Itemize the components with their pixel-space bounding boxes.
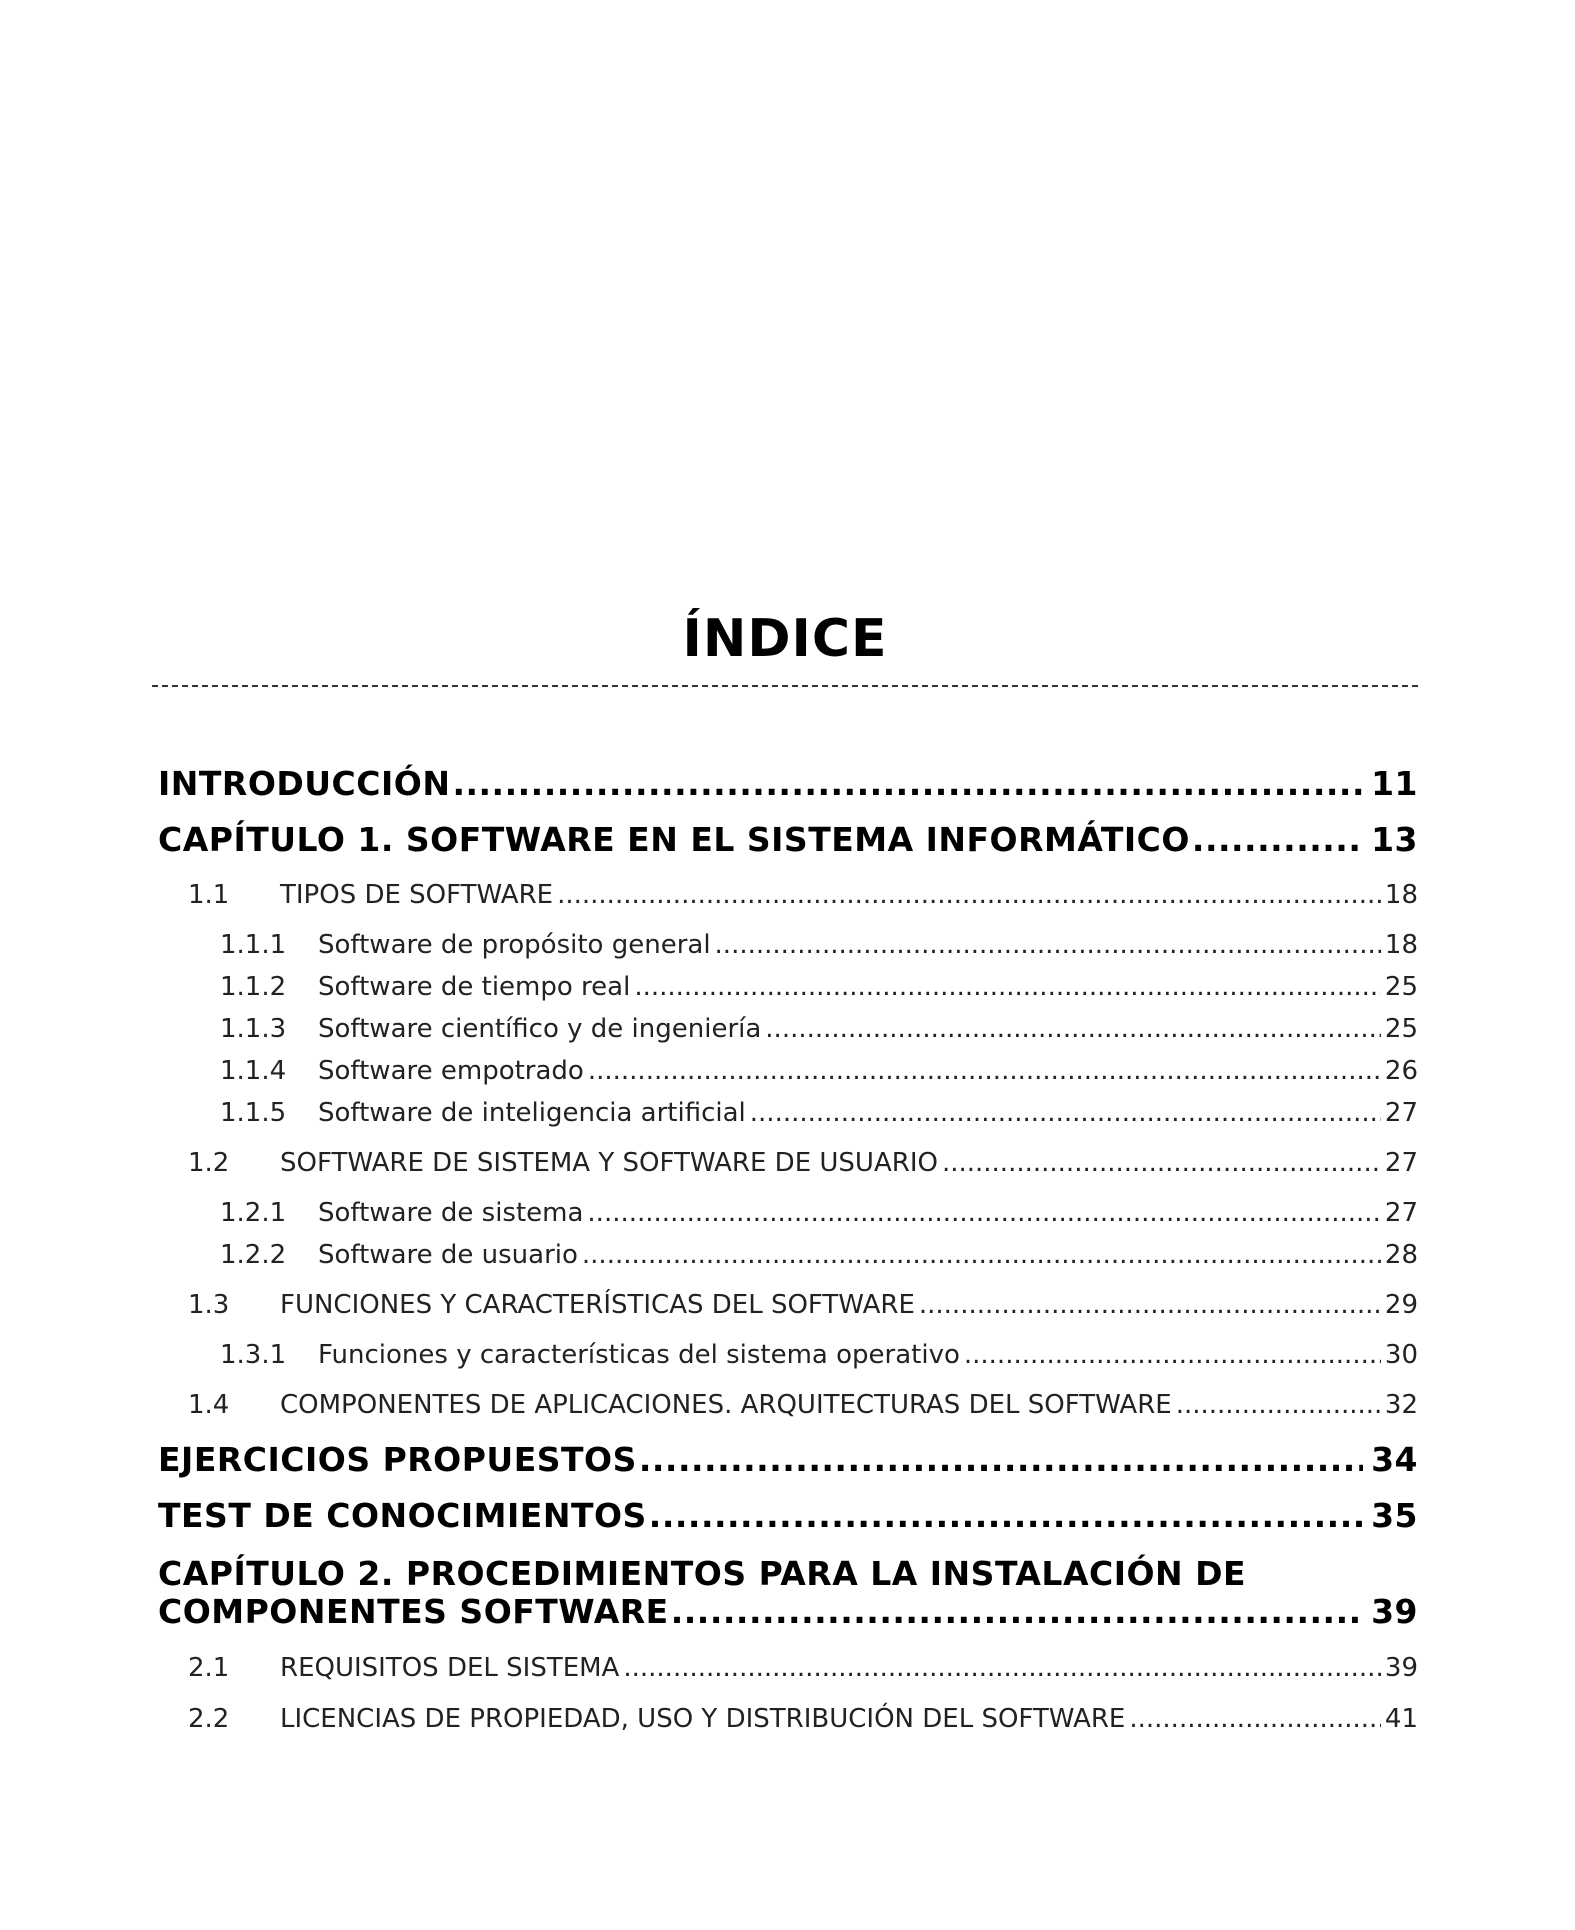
toc-entry-page: 11 — [1371, 764, 1418, 803]
dot-leader — [582, 1238, 1381, 1272]
dot-leader — [452, 762, 1363, 806]
toc-entry-number: 1.3.1 — [220, 1340, 287, 1370]
toc-entry-number: 2.1 — [188, 1653, 230, 1683]
toc-entry-page: 26 — [1384, 1056, 1418, 1086]
toc-entry-section-1-4[interactable] — [188, 1388, 1418, 1422]
dot-leader — [649, 1494, 1363, 1538]
toc-entry-section-2-2[interactable] — [188, 1702, 1418, 1736]
toc-entry-page: 39 — [1384, 1653, 1418, 1683]
toc-entry-subsection-1-3-1[interactable] — [220, 1338, 1418, 1372]
toc-entry-label: COMPONENTES SOFTWARE — [158, 1592, 669, 1631]
toc-entry-number: 1.1.1 — [220, 930, 287, 960]
toc-entry-page: 29 — [1384, 1290, 1418, 1320]
toc-entry-page: 27 — [1384, 1098, 1418, 1128]
toc-entry-page: 25 — [1384, 1014, 1418, 1044]
toc-entry-page: 18 — [1384, 930, 1418, 960]
page-title: ÍNDICE — [682, 609, 888, 669]
dot-leader — [557, 878, 1381, 912]
toc-entry-subsection-1-1-1[interactable] — [220, 928, 1418, 962]
toc-entry-number: 1.1.5 — [220, 1098, 287, 1128]
toc-entry-page: 35 — [1371, 1496, 1418, 1535]
dot-leader — [1129, 1702, 1381, 1736]
toc-entry-label: CAPÍTULO 1. SOFTWARE EN EL SISTEMA INFORMÁTICO — [158, 820, 1190, 859]
toc-entry-section-1-1[interactable] — [188, 878, 1418, 912]
toc-entry-section-2-1[interactable] — [188, 1651, 1418, 1685]
toc-entry-number: 1.3 — [188, 1290, 230, 1320]
toc-entry-introduccion[interactable] — [158, 762, 1418, 806]
toc-entry-page: 13 — [1371, 820, 1418, 859]
dot-leader — [765, 1012, 1381, 1046]
toc-entry-number: 1.1.3 — [220, 1014, 287, 1044]
dot-leader — [1192, 818, 1363, 862]
dot-leader — [588, 1054, 1381, 1088]
toc-entry-label: LICENCIAS DE PROPIEDAD, USO Y DISTRIBUCIÓN DEL SOFTWARE — [280, 1704, 1126, 1734]
toc-entry-label: Funciones y características del sistema operativo — [318, 1340, 960, 1370]
toc-entry-number: 1.2.2 — [220, 1240, 287, 1270]
toc-entry-label: REQUISITOS DEL SISTEMA — [280, 1653, 620, 1683]
toc-entry-number: 1.1 — [188, 880, 230, 910]
toc-entry-number: 2.2 — [188, 1704, 230, 1734]
toc-entry-subsection-1-2-1[interactable] — [220, 1196, 1418, 1230]
toc-entry-chapter-2-line-1[interactable]: CAPÍTULO 2. PROCEDIMIENTOS PARA LA INSTALACIÓN DE — [158, 1554, 1247, 1593]
toc-entry-label: Software científico y de ingeniería — [318, 1014, 762, 1044]
dot-leader — [964, 1338, 1381, 1372]
toc-entry-section-1-2[interactable] — [188, 1146, 1418, 1180]
toc-entry-chapter-1[interactable] — [158, 818, 1418, 862]
toc-entry-label: Software de tiempo real — [318, 972, 631, 1002]
toc-entry-page: 41 — [1384, 1704, 1418, 1734]
toc-entry-label: Software empotrado — [318, 1056, 584, 1086]
dot-leader — [750, 1096, 1381, 1130]
dot-leader — [634, 970, 1381, 1004]
toc-entry-label: FUNCIONES Y CARACTERÍSTICAS DEL SOFTWARE — [280, 1290, 915, 1320]
toc-entry-page: 27 — [1384, 1148, 1418, 1178]
toc-entry-subsection-1-1-4[interactable] — [220, 1054, 1418, 1088]
toc-entry-ejercicios[interactable] — [158, 1438, 1418, 1482]
toc-entry-number: 1.1.2 — [220, 972, 287, 1002]
toc-entry-subsection-1-2-2[interactable] — [220, 1238, 1418, 1272]
toc-entry-number: 1.2.1 — [220, 1198, 287, 1228]
toc-entry-test[interactable] — [158, 1494, 1418, 1538]
toc-entry-label: TEST DE CONOCIMIENTOS — [158, 1496, 647, 1535]
toc-entry-section-1-3[interactable] — [188, 1288, 1418, 1322]
toc-entry-subsection-1-1-5[interactable] — [220, 1096, 1418, 1130]
toc-entry-label: Software de usuario — [318, 1240, 578, 1270]
toc-entry-number: 1.4 — [188, 1390, 230, 1420]
toc-entry-page: 34 — [1371, 1440, 1418, 1479]
toc-entry-page: 28 — [1384, 1240, 1418, 1270]
toc-entry-label: SOFTWARE DE SISTEMA Y SOFTWARE DE USUARIO — [280, 1148, 938, 1178]
toc-entry-number: 1.1.4 — [220, 1056, 287, 1086]
toc-entry-page: 18 — [1384, 880, 1418, 910]
toc-entry-label: INTRODUCCIÓN — [158, 764, 451, 803]
toc-entry-label: Software de inteligencia artificial — [318, 1098, 746, 1128]
dot-leader — [715, 928, 1381, 962]
dot-leader — [942, 1146, 1381, 1180]
toc-entry-label: COMPONENTES DE APLICACIONES. ARQUITECTURAS DEL SOFTWARE — [280, 1390, 1172, 1420]
toc-entry-chapter-2[interactable] — [158, 1590, 1418, 1634]
dot-leader — [919, 1288, 1381, 1322]
toc-entry-subsection-1-1-2[interactable] — [220, 970, 1418, 1004]
dot-leader — [587, 1196, 1380, 1230]
toc-entry-label: Software de sistema — [318, 1198, 584, 1228]
dot-leader — [639, 1438, 1363, 1482]
dot-leader — [623, 1651, 1381, 1685]
toc-entry-label: TIPOS DE SOFTWARE — [280, 880, 554, 910]
toc-entry-page: 32 — [1384, 1390, 1418, 1420]
toc-entry-page: 27 — [1384, 1198, 1418, 1228]
dot-leader — [1176, 1388, 1381, 1422]
toc-entry-page: 39 — [1371, 1592, 1418, 1631]
toc-entry-number: 1.2 — [188, 1148, 230, 1178]
toc-entry-page: 30 — [1384, 1340, 1418, 1370]
dot-leader — [671, 1590, 1363, 1634]
toc-entry-subsection-1-1-3[interactable] — [220, 1012, 1418, 1046]
toc-entry-label: Software de propósito general — [318, 930, 711, 960]
toc-entry-page: 25 — [1384, 972, 1418, 1002]
toc-entry-label: EJERCICIOS PROPUESTOS — [158, 1440, 637, 1479]
